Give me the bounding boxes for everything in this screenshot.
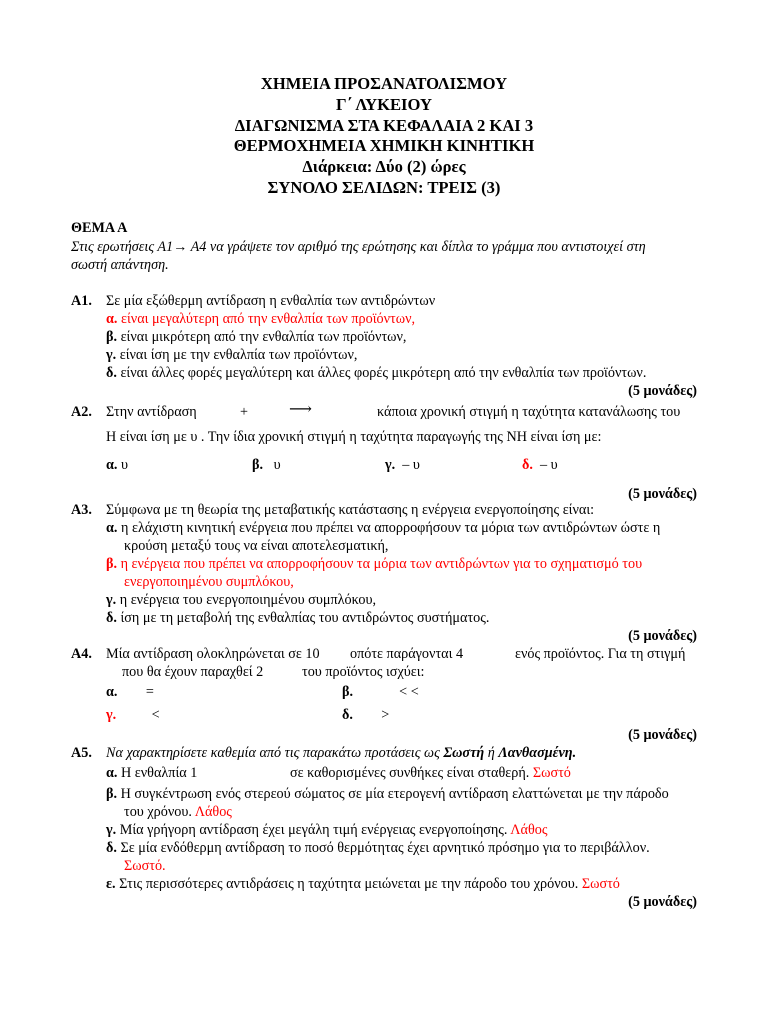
a4-option-c <box>106 706 160 724</box>
a5-statement-d-line1 <box>106 839 650 857</box>
a5-statement-c <box>106 821 547 839</box>
option-letter: γ. <box>385 457 396 473</box>
statement-text: Σε μία ενδόθερμη αντίδραση το ποσό θερμότητας έχει αρνητικό πρόσημο για το περιβάλλον. <box>120 840 650 856</box>
a5-statement-a-end <box>290 764 571 782</box>
question-a4-part1: Μία αντίδραση ολοκληρώνεται σε 10 <box>106 646 320 662</box>
stem-text: Να χαρακτηρίσετε καθεμία από τις παρακάτω προτάσεις ως <box>106 745 444 761</box>
question-a1-stem: Σε μία εξώθερμη αντίδραση η ενθαλπία των αντιδρώντων <box>106 293 436 309</box>
option-letter: δ. <box>342 707 353 723</box>
section-title: ΘΕΜΑ Α <box>71 220 128 236</box>
option-text: η ενέργεια που πρέπει να απορροφήσουν τα μόρια των αντιδρώντων για το σχηματισμό του <box>120 556 643 572</box>
points-a2: (5 μονάδες) <box>628 486 697 502</box>
statement-letter: β. <box>106 786 118 802</box>
option-letter: δ. <box>522 457 533 473</box>
a1-option-d <box>106 364 646 382</box>
option-text: < < <box>399 684 419 700</box>
points-a4: (5 μονάδες) <box>628 727 697 743</box>
a3-option-b-line1 <box>106 555 642 573</box>
doc-topics: ΘΕΡΜΟΧΗΜΕΙΑ ΧΗΜΙΚΗ ΚΙΝΗΤΙΚΗ <box>233 136 535 155</box>
option-text: είναι ίση με την ενθαλπία των προϊόντων, <box>119 347 358 363</box>
a5-statement-b-line1 <box>106 785 669 803</box>
question-a2-stem-start: Στην αντίδραση <box>106 404 197 420</box>
a5-statement-b-line2 <box>124 803 232 821</box>
a3-option-c <box>106 591 376 609</box>
option-text: – υ <box>402 457 420 473</box>
doc-subject: ΔΙΑΓΩΝΙΣΜΑ ΣΤΑ ΚΕΦΑΛΑΙΑ 2 ΚΑΙ 3 <box>234 116 534 135</box>
option-text: > <box>381 707 390 723</box>
stem-false-word: Λανθασμένη. <box>498 745 577 761</box>
question-number-a3: Α3. <box>71 502 92 518</box>
option-text: η ελάχιστη κινητική ενέργεια που πρέπει να απορροφήσουν τα μόρια των αντιδρώντων ώστε η <box>121 520 661 536</box>
option-text: είναι μεγαλύτερη από την ενθαλπία των προϊόντων, <box>121 311 416 327</box>
doc-class: Γ΄ ΛΥΚΕΙΟΥ <box>336 95 432 114</box>
option-text: = <box>145 684 154 700</box>
option-letter: α. <box>106 311 118 327</box>
points-a3: (5 μονάδες) <box>628 628 697 644</box>
answer-label: Λάθος <box>194 804 232 820</box>
question-number-a4: Α4. <box>71 646 92 662</box>
option-letter: α. <box>106 457 118 473</box>
option-text: είναι μικρότερη από την ενθαλπία των προϊόντων, <box>120 329 407 345</box>
statement-text: Στις περισσότερες αντιδράσεις η ταχύτητα μειώνεται με την πάροδο του χρόνου. <box>119 876 579 892</box>
question-number-a1: Α1. <box>71 293 92 309</box>
question-a3-stem: Σύμφωνα με τη θεωρία της μεταβατικής κατάστασης η ενέργεια ενεργοποίησης είναι: <box>106 502 595 518</box>
question-a4-line2a: που θα έχουν παραχθεί 2 <box>122 664 264 680</box>
option-letter: γ. <box>106 707 117 723</box>
a5-statement-d-answer: Σωστό. <box>124 858 166 874</box>
option-letter: δ. <box>106 610 117 626</box>
question-a4-line2b: του προϊόντος ισχύει: <box>302 664 425 680</box>
question-number-a2: Α2. <box>71 404 92 420</box>
option-letter: δ. <box>106 365 117 381</box>
section-instructions-1: Στις ερωτήσεις Α1→ Α4 να γράψετε τον αριθμό της ερώτησης και δίπλα το γράμμα που αντιστοιχεί στη <box>71 239 646 255</box>
question-a2-stem-end: κάποια χρονική στιγμή η ταχύτητα κατανάλωσης του <box>377 404 681 420</box>
statement-letter: δ. <box>106 840 117 856</box>
a1-option-c <box>106 346 357 364</box>
statement-text: Η συγκέντρωση ενός στερεού σώματος σε μία ετερογενή αντίδραση ελαττώνεται με την πάροδο <box>120 786 669 802</box>
statement-letter: α. <box>106 765 118 781</box>
a3-option-a-line1 <box>106 519 660 537</box>
doc-pages: ΣΥΝΟΛΟ ΣΕΛΙΔΩΝ: ΤΡΕΙΣ (3) <box>267 178 501 197</box>
question-number-a5: Α5. <box>71 745 92 761</box>
statement-letter: γ. <box>106 822 117 838</box>
option-letter: β. <box>252 457 264 473</box>
question-a4-part3: ενός προϊόντος. Για τη στιγμή <box>515 646 686 662</box>
option-text: η ενέργεια του ενεργοποιημένου συμπλόκου, <box>119 592 377 608</box>
a2-option-d <box>522 456 558 474</box>
stem-true-word: Σωστή <box>443 745 485 761</box>
answer-label: Σωστό <box>532 765 571 781</box>
option-letter: β. <box>106 556 118 572</box>
question-a4-part2: οπότε παράγονται 4 <box>350 646 464 662</box>
statement-text: σε καθορισμένες συνθήκες είναι σταθερή. <box>290 765 530 781</box>
answer-label: Λάθος <box>510 822 548 838</box>
doc-title: ΧΗΜΕΙΑ ΠΡΟΣΑΝΑΤΟΛΙΣΜΟΥ <box>260 74 508 93</box>
a3-option-b-line2: ενεργοποιημένου συμπλόκου, <box>124 574 294 590</box>
statement-letter: ε. <box>106 876 116 892</box>
option-letter: γ. <box>106 347 117 363</box>
statement-text: Μία γρήγορη αντίδραση έχει μεγάλη τιμή ενέργειας ενεργοποίησης. <box>119 822 508 838</box>
answer-label: Σωστό <box>581 876 620 892</box>
option-letter: α. <box>106 520 118 536</box>
a3-option-a-line2: κρούση μεταξύ τους να είναι αποτελεσματική, <box>124 538 389 554</box>
stem-or: ή <box>484 745 499 761</box>
section-instructions-2: σωστή απάντηση. <box>71 257 169 273</box>
question-a2-line2: Η είναι ίση με υ . Την ίδια χρονική στιγμή η ταχύτητα παραγωγής της ΝΗ είναι ίση με: <box>106 429 602 445</box>
a3-option-d <box>106 609 489 627</box>
a5-statement-a <box>106 764 197 782</box>
option-text: υ <box>273 457 281 473</box>
a2-option-a <box>106 456 128 474</box>
reaction-plus: + <box>240 404 249 420</box>
question-a5-stem <box>106 744 576 762</box>
a5-statement-e <box>106 875 620 893</box>
points-a5: (5 μονάδες) <box>628 894 697 910</box>
a4-option-a <box>106 683 154 701</box>
doc-duration: Διάρκεια: Δύο (2) ώρες <box>302 157 466 176</box>
option-text: – υ <box>540 457 558 473</box>
option-text: υ <box>121 457 129 473</box>
statement-text: του χρόνου. <box>124 804 192 820</box>
a2-option-b <box>252 456 281 474</box>
points-a1: (5 μονάδες) <box>628 383 697 399</box>
option-text: ίση με τη μεταβολή της ενθαλπίας του αντιδρώντος συστήματος. <box>120 610 490 626</box>
option-letter: β. <box>342 684 354 700</box>
a4-option-b <box>342 683 419 701</box>
reaction-arrow: ⟶ <box>289 401 312 418</box>
a1-option-a <box>106 310 415 328</box>
option-text: < <box>151 707 160 723</box>
a2-option-c <box>385 456 420 474</box>
statement-text: Η ενθαλπία 1 <box>121 765 198 781</box>
option-letter: β. <box>106 329 118 345</box>
option-text: είναι άλλες φορές μεγαλύτερη και άλλες φορές μικρότερη από την ενθαλπία των προϊόντων. <box>120 365 647 381</box>
option-letter: α. <box>106 684 118 700</box>
a1-option-b <box>106 328 406 346</box>
a4-option-d <box>342 706 389 724</box>
option-letter: γ. <box>106 592 117 608</box>
